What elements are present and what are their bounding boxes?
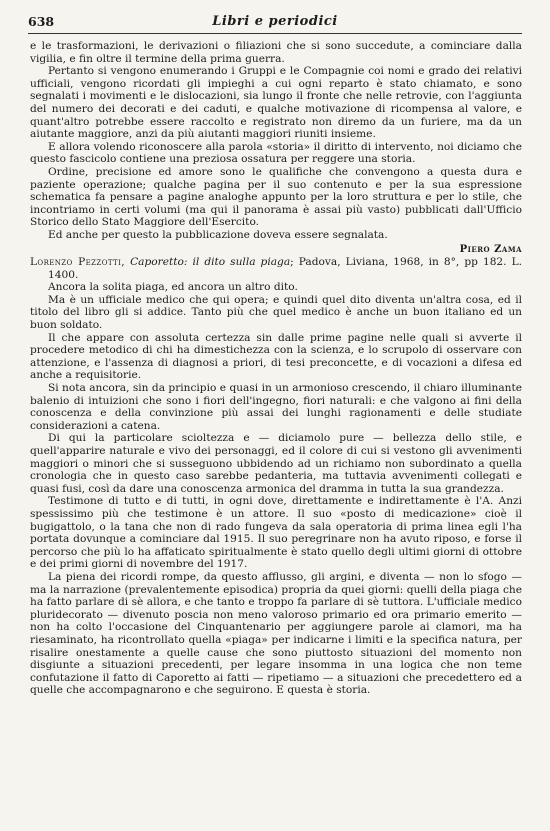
review1-paragraph-3: E allora volendo riconoscere alla parola «storia» il diritto di intervento, noi diciamo che questo fascicolo contiene una preziosa ossatura per reggere una storia.	[30, 140, 522, 166]
book-citation	[30, 256, 522, 281]
review-caporetto	[30, 256, 522, 697]
review2-paragraph-7: La piena dei ricordi rompe, da questo afflusso, gli argini, e diventa — non lo sfogo — ma la narrazione (prevalentemente episodica) propria da quei giorni: quelli della piaga che ha fatto parlare di sè allora, e che tanto e troppo fa parlare di sè tuttora. L'ufficiale medico pluridecorato — divenuto poscia non meno valoroso primario ed ora primario emerito — non ha colto l'occasione del Cinquantenario per aggiungere parole ai clamori, ma ha riesaminato, ha ricontrollato quella «piaga» per indicarne i limiti e la specifica natura, per risalire onestamente a quelle cause che sono piuttosto situazioni del momento non disgiunte a situazioni precedenti, per legare insomma in una logica che non teme confutazione il fatto di Caporetto ai fatti — ripetiamo — a situazioni che precedettero ed a quelle che accompagnarono e che seguirono. E questa è storia.	[30, 570, 522, 697]
review1-paragraph-5: Ed anche per questo la pubblicazione doveva essere segnalata.	[48, 228, 388, 241]
book-publication: ; Padova, Liviana, 1968, in 8°, pp 182. L. 1400.	[48, 256, 522, 281]
page-body	[30, 40, 522, 697]
review1-paragraph-2: Pertanto si vengono enumerando i Gruppi e le Compagnie coi nomi e grado dei relativi ufficiali, vengono ricordati gli impieghi a cui ogni reparto è stato chiamato, e sono segnalati i movimenti e le dislocazioni, sia lungo il fronte che nelle retrovie, con l'aggiunta del numero dei decorati e dei caduti, e qualche motivazione di ricompensa al valore, e quant'altro potrebbe essere raccolto e registrato non diremo da un furiere, ma da un aiutante maggiore, anzi da più aiutanti maggiori riuniti insieme.	[30, 65, 522, 141]
page-number: 638	[28, 14, 55, 29]
running-head: Libri e periodici	[212, 14, 338, 29]
review2-paragraph-1: Ancora la solita piaga, ed ancora un altro dito.	[48, 281, 298, 294]
reviewer-signature: Piero Zama	[459, 243, 522, 255]
review2-paragraph-2: Ma è un ufficiale medico che qui opera; e quindi quel dito diventa un'altra cosa, ed il titolo del libro gli si addice. Tanto più che quel medico è anche un buon italiano ed un buon soldato.	[30, 293, 522, 332]
page-header	[28, 14, 522, 34]
review2-paragraph-3: Il che appare con assoluta certezza sin dalle prime pagine nelle quali si avverte il procedere metodico di chi ha dimestichezza con la scienza, e lo scrupolo di osservare con attenzione, e l'assenza di diagnosi a priori, di tesi preconcette, e di vocazioni a difesa ed anche a requisitorie.	[30, 331, 522, 382]
review2-paragraph-5: Di qui la particolare scioltezza e — diciamolo pure — bellezza dello stile, e quell'apparire naturale e vivo dei personaggi, ed il colore di cui si vestono gli avvenimenti maggiori o minori che si susseguono ubbidendo ad un richiamo non subordinato a quella cronologia che in questo caso sarebbe pedanteria, ma tuttavia avvenimenti collegati e quasi fusi, così da dare una conoscenza armonica del dramma in tutta la sua grandezza.	[30, 432, 522, 495]
review-zama	[30, 40, 522, 256]
book-author: Lorenzo Pezzotti,	[30, 256, 126, 269]
review2-paragraph-6: Testimone di tutto e di tutti, in ogni dove, direttamente e indirettamente è l'A. Anzi spessissimo più che testimone è un attore. Il suo «posto di medicazione» cioè il bugigattolo, o la tana che non di rado fungeva da sala operatoria di prima linea egli l'ha portata dovunque a cominciare dal 1915. Il suo peregrinare non ha avuto riposo, e forse il percorso che più lo ha affaticato spiritualmente è stato quello degli ultimi giorni di ottobre e dei primi giorni di novembre del 1917.	[30, 495, 522, 571]
book-title: Caporetto: il dito sulla piaga	[130, 256, 291, 269]
review2-paragraph-4: Si nota ancora, sin da principio e quasi in un armonioso crescendo, il chiaro illuminante balenio di intuizioni che sono i fiori dell'ingegno, fiori naturali: e che valgono ai fini della conoscenza e della convinzione più assai dei lunghi ragionamenti e delle studiate considerazioni a catena.	[30, 382, 522, 432]
review1-paragraph-1: e le trasformazioni, le derivazioni o filiazioni che si sono succedute, a cominciare dalla vigilia, e fin oltre il termine della prima guerra.	[30, 40, 522, 65]
review1-paragraph-4: Ordine, precisione ed amore sono le qualifiche che convengono a questa dura e paziente operazione; qualche pagina per il suo contenuto e per la sua espressione schematica fa pensare a pagine analoghe appunto per la loro struttura e per lo stile, che incontriamo in certi volumi (ma qui il panorama è assai più vasto) pubblicati dall'Ufficio Storico dello Stato Maggiore dell'Esercito.	[30, 165, 522, 229]
header-rule	[28, 33, 522, 34]
